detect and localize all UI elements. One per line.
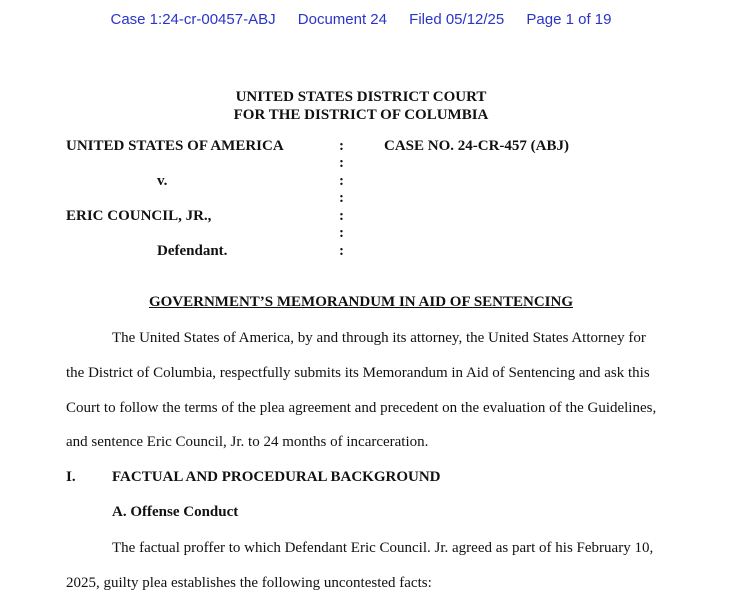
court-name: [0, 88, 722, 124]
intro-paragraph-line: the District of Columbia, respectfully submits its Memorandum in Aid of Sentencing and ask this: [66, 365, 650, 381]
defendant-label: Defendant.: [157, 243, 228, 259]
caption-colon: :: [339, 155, 344, 171]
section-heading: FACTUAL AND PROCEDURAL BACKGROUND: [112, 469, 441, 485]
defendant-name: ERIC COUNCIL, JR.,: [66, 208, 212, 224]
document-number-stamp: Document 24: [297, 11, 387, 28]
page-count-stamp: Page 1 of 19: [526, 11, 612, 28]
case-number: CASE NO. 24-CR-457 (ABJ): [384, 138, 569, 154]
caption-colon: :: [339, 208, 344, 224]
filed-date-stamp: Filed 05/12/25: [409, 11, 505, 28]
intro-paragraph-line: The United States of America, by and through its attorney, the United States Attorney for: [112, 330, 646, 346]
facts-paragraph-line: The factual proffer to which Defendant Eric Council. Jr. agreed as part of his February 10,: [112, 540, 654, 556]
plaintiff-name: UNITED STATES OF AMERICA: [66, 138, 284, 154]
intro-paragraph-line: and sentence Eric Council, Jr. to 24 months of incarceration.: [66, 434, 429, 450]
court-line-2: FOR THE DISTRICT OF COLUMBIA: [233, 107, 489, 123]
caption-colon: :: [339, 243, 344, 259]
subsection-heading: A. Offense Conduct: [112, 504, 239, 520]
facts-paragraph-line: 2025, guilty plea establishes the following uncontested facts:: [66, 575, 432, 591]
caption-colon: :: [339, 173, 344, 189]
versus: v.: [157, 173, 168, 189]
memorandum-title: GOVERNMENT’S MEMORANDUM IN AID OF SENTENCING: [148, 294, 574, 310]
section-number: I.: [66, 469, 76, 485]
ecf-header-stamp: [0, 11, 722, 28]
caption-colon: :: [339, 138, 344, 154]
case-number-stamp: Case 1:24-cr-00457-ABJ: [110, 11, 276, 28]
court-line-1: UNITED STATES DISTRICT COURT: [235, 89, 487, 105]
caption-colon: :: [339, 190, 344, 206]
caption-colon: :: [339, 225, 344, 241]
intro-paragraph-line: Court to follow the terms of the plea agreement and precedent on the evaluation of the Guidelines,: [66, 400, 657, 416]
